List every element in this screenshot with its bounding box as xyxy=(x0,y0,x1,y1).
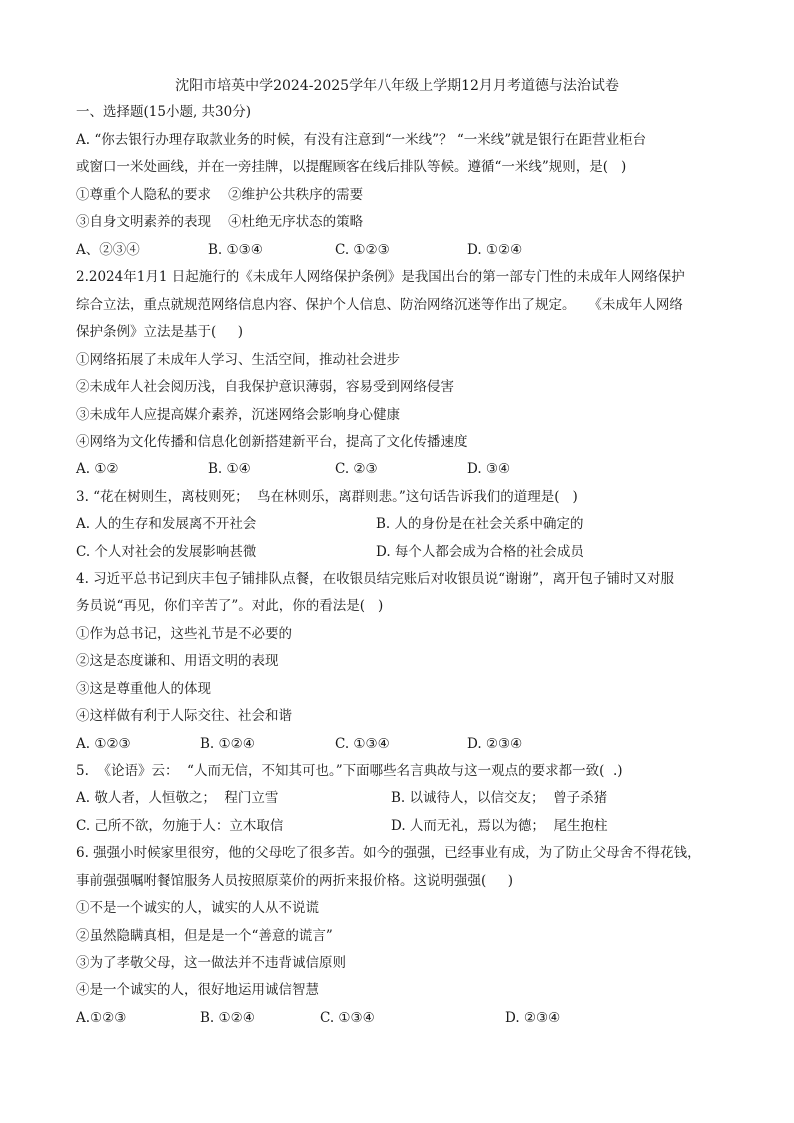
q6-item-line1: ①不是一个诚实的人，诚实的人从不说谎 xyxy=(76,900,319,916)
q5-option-c: C. 己所不欲，勿施于人：立木取信 xyxy=(76,818,284,834)
q1-option-d: D. ①②④ xyxy=(467,242,523,258)
q3-option-a: A. 人的生存和发展离不开社会 xyxy=(76,516,257,532)
q4-option-a: A. ①②③ xyxy=(76,736,131,752)
q2-item-line3: ③未成年人应提高媒介素养，沉迷网络会影响身心健康 xyxy=(76,407,400,423)
q3-stem-line1: 3. “花在树则生，离枝则死； 鸟在林则乐，离群则悲。”这句话告诉我们的道理是( ) xyxy=(76,489,578,505)
q3-option-d: D. 每个人都会成为合格的社会成员 xyxy=(376,544,584,560)
q2-stem-line3: 保护条例》立法是基于( ) xyxy=(76,324,243,340)
q2-option-c: C. ②③ xyxy=(335,461,378,477)
q2-item-line4: ④网络为文化传播和信息化创新搭建新平台，提高了文化传播速度 xyxy=(76,434,468,450)
q2-item-line1: ①网络拓展了未成年人学习、生活空间，推动社会进步 xyxy=(76,352,400,368)
q1-option-a: A、②③④ xyxy=(76,242,140,258)
q1-item-line1: ①尊重个人隐私的要求 ②维护公共秩序的需要 xyxy=(76,187,364,203)
q1-stem-line2: 或窗口一米处画线，并在一旁挂牌，以提醒顾客在线后排队等候。遵循“一米线”规则，是( ) xyxy=(76,159,627,175)
q6-stem-line2: 事前强强嘱咐餐馆服务人员按照原菜价的两折来报价格。这说明强强( ) xyxy=(76,873,513,889)
q2-item-line2: ②未成年人社会阅历浅，自我保护意识薄弱，容易受到网络侵害 xyxy=(76,379,454,395)
q1-option-b: B. ①③④ xyxy=(208,242,263,258)
q4-stem-line2: 务员说“再见，你们辛苦了”。对此，你的看法是( ) xyxy=(76,598,384,614)
q2-option-d: D. ③④ xyxy=(467,461,511,477)
q5-option-d: D. 人而无礼，焉以为德； 尾生抱柱 xyxy=(391,818,608,834)
q4-option-d: D. ②③④ xyxy=(467,736,523,752)
q6-option-a: A.①②③ xyxy=(76,1010,127,1026)
q4-option-c: C. ①③④ xyxy=(335,736,390,752)
q4-option-b: B. ①②④ xyxy=(200,736,255,752)
q6-item-line3: ③为了孝敬父母，这一做法并不违背诚信原则 xyxy=(76,955,346,971)
exam-title: 沈阳市培英中学2024-2025学年八年级上学期12月月考道德与法治试卷 xyxy=(175,78,619,94)
q1-stem-line1: A. “你去银行办理存取款业务的时候，有没有注意到“一米线”？ “一米线”就是银行在距营业柜台 xyxy=(76,132,647,148)
q6-item-line4: ④是一个诚实的人，很好地运用诚信智慧 xyxy=(76,982,319,998)
q6-item-line2: ②虽然隐瞒真相，但是是一个“善意的谎言” xyxy=(76,928,333,944)
q3-option-b: B. 人的身份是在社会关系中确定的 xyxy=(376,516,584,532)
q6-option-d: D. ②③④ xyxy=(505,1010,561,1026)
q2-stem-line1: 2.2024年1月1 日起施行的《未成年人网络保护条例》是我国出台的第一部专门性的未成年人网络保护 xyxy=(76,269,685,285)
q4-stem-line1: 4. 习近平总书记到庆丰包子铺排队点餐，在收银员结完账后对收银员说“谢谢”，离开包子铺时又对服 xyxy=(76,571,674,587)
q4-item-line3: ③这是尊重他人的体现 xyxy=(76,681,211,697)
q4-item-line1: ①作为总书记，这些礼节是不必要的 xyxy=(76,626,292,642)
q3-option-c: C. 个人对社会的发展影响甚微 xyxy=(76,544,257,560)
q5-stem-line1: 5. 《论语》云： “人而无信，不知其可也。”下面哪些名言典故与这一观点的要求都一致( .) xyxy=(76,763,623,779)
q1-option-c: C. ①②③ xyxy=(335,242,390,258)
q5-option-a: A. 敬人者，人恒敬之； 程门立雪 xyxy=(76,790,279,806)
q6-stem-line1: 6. 强强小时候家里很穷，他的父母吃了很多苦。如今的强强，已经事业有成，为了防止父母舍不得花钱， xyxy=(76,845,701,861)
q6-option-c: C. ①③④ xyxy=(320,1010,375,1026)
q5-option-b: B. 以诚待人，以信交友； 曾子杀猪 xyxy=(391,790,608,806)
q6-option-b: B. ①②④ xyxy=(200,1010,255,1026)
q2-stem-line2: 综合立法，重点就规范网络信息内容、保护个人信息、防治网络沉迷等作出了规定。 《未成年人网络 xyxy=(76,297,683,313)
q4-item-line4: ④这样做有利于人际交往、社会和谐 xyxy=(76,708,292,724)
q4-item-line2: ②这是态度谦和、用语文明的表现 xyxy=(76,653,279,669)
q2-option-a: A. ①② xyxy=(76,461,119,477)
q2-option-b: B. ①④ xyxy=(208,461,251,477)
section-heading: 一、选择题(15小题, 共30分) xyxy=(76,104,251,120)
q1-item-line2: ③自身文明素养的表现 ④杜绝无序状态的策略 xyxy=(76,214,364,230)
